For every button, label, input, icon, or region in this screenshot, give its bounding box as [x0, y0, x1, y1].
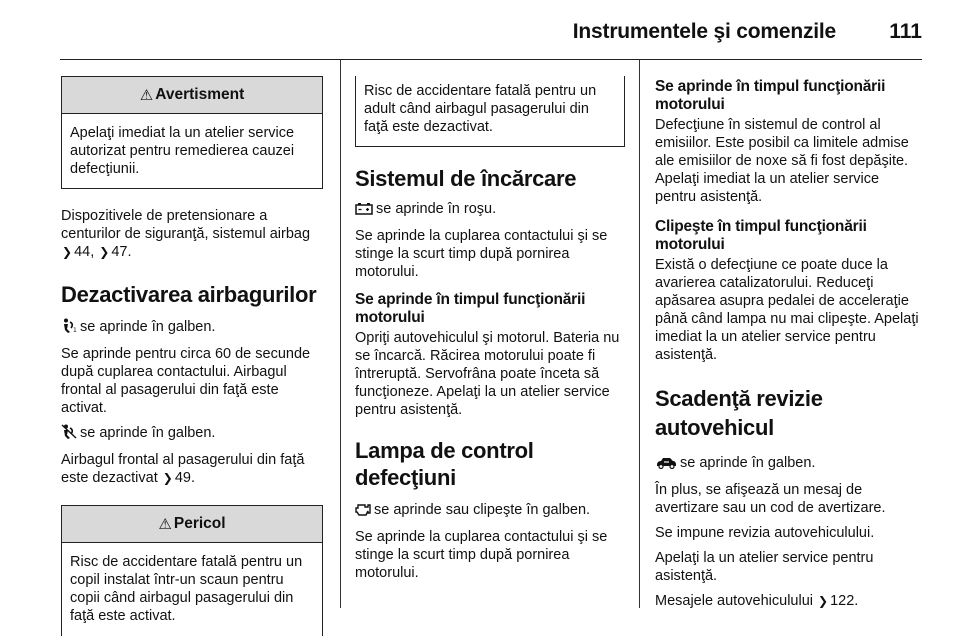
danger-box-continued-text: Risc de accidentare fatală pentru un adult când airbagul pasagerului din faţă este dezactivat.	[364, 83, 597, 135]
lit-while-running-text: Defecţiune în sistemul de control al emisiilor. Este posibil ca limitele admise ale emisiilor de noxe să fi fost depăşite. Apelaţi imediat la un atelier service pentru asistenţă.	[655, 117, 909, 205]
danger-box	[61, 505, 323, 636]
malfunction-text: Se aprinde la cuplarea contactului şi se stinge la scurt timp după pornirea motorului.	[355, 529, 608, 581]
service-text-2: Se impune revizia autovehiculului.	[655, 525, 875, 541]
chapter-title: Instrumentele şi comenzile	[572, 20, 836, 43]
service-line	[655, 454, 923, 474]
warning-box	[61, 76, 323, 189]
service-text-3: Apelaţi la un atelier service pentru asistenţă.	[655, 550, 874, 584]
flashes-while-running-text: Există o defecţiune ce poate duce la avarierea catalizatorului. Reduceţi apăsarea asupra pedalei de acceleraţie până când lampa nu mai clipeşte. Apelaţi imediat la un atelier service pentru asistenţă.	[655, 257, 919, 363]
page-ref-49[interactable]: 49.	[174, 470, 195, 486]
column-2	[355, 60, 625, 589]
page-ref-47[interactable]: 47.	[111, 244, 132, 260]
page-ref-122[interactable]: 122.	[830, 593, 859, 609]
danger-box-text: Risc de accidentare fatală pentru un copil instalat într-un scaun pentru copii când airbagul pasagerului din faţă este activat.	[70, 554, 303, 624]
malfunction-line	[355, 501, 625, 521]
svg-text:1: 1	[73, 327, 77, 333]
airbag-on-text: Se aprinde pentru circa 60 de secunde după cuplarea contactului. Airbagul frontal al pasagerului din faţă este activat.	[61, 346, 311, 416]
charging-running-heading: Se aprinde în timpul funcţionării motorului	[355, 291, 586, 326]
page-header	[0, 0, 960, 62]
pretension-paragraph	[61, 207, 323, 261]
service-line-text: se aprinde în galben.	[680, 455, 816, 471]
lit-while-running-heading: Se aprinde în timpul funcţionării motorului	[655, 78, 886, 113]
page-ref-arrow-icon: ❯	[62, 245, 73, 259]
danger-box-continued-body	[356, 76, 624, 146]
warning-box-body	[62, 114, 322, 188]
danger-box-header	[62, 506, 322, 543]
warning-triangle-icon: ⚠	[139, 87, 154, 104]
wrench-car-icon	[655, 456, 677, 474]
engine-icon	[355, 503, 371, 521]
page-ref-arrow-icon: ❯	[162, 471, 173, 485]
charging-line	[355, 200, 625, 220]
airbag-on-line-text: se aprinde în galben.	[80, 319, 216, 335]
page-ref-arrow-icon: ❯	[99, 245, 110, 259]
column-3	[655, 60, 923, 617]
airbag-on-line	[61, 318, 323, 338]
flashes-while-running-heading: Clipeşte în timpul funcţionării motorului	[655, 218, 867, 253]
page-ref-44[interactable]: 44,	[74, 244, 95, 260]
charging-running-text: Opriţi autovehiculul şi motorul. Bateria nu se încarcă. Răcirea motorului poate fi întreruptă. Servofrâna poate înceta să funcţioneze. Apelaţi la un atelier service pentru asistenţă.	[355, 330, 620, 418]
danger-box-body	[62, 543, 322, 635]
danger-box-continued	[355, 76, 625, 147]
pretension-text: Dispozitivele de pretensionare a centurilor de siguranţă, sistemul airbag	[61, 208, 311, 242]
danger-box-title: Pericol	[173, 515, 226, 532]
malfunction-lamp-heading: Lampa de control defecţiuni	[355, 438, 534, 490]
page-ref-arrow-icon: ❯	[818, 594, 829, 608]
airbag-off-text: Airbagul frontal al pasagerului din faţă este dezactivat	[61, 452, 305, 486]
danger-triangle-icon: ⚠	[158, 516, 172, 533]
service-text-1: În plus, se afişează un mesaj de avertizare sau un cod de avertizare.	[655, 482, 886, 516]
warning-box-title: Avertisment	[155, 86, 245, 103]
airbag-off-line	[61, 424, 323, 444]
airbag-off-paragraph	[61, 451, 323, 487]
airbag-off-icon	[61, 424, 77, 444]
malfunction-line-text: se aprinde sau clipeşte în galben.	[374, 502, 591, 518]
airbag-on-icon	[61, 318, 77, 338]
charging-text: Se aprinde la cuplarea contactului şi se stinge la scurt timp după pornirea motorului.	[355, 228, 608, 280]
service-text-4	[655, 592, 923, 610]
battery-icon	[355, 202, 373, 220]
charging-line-text: se aprinde în roşu.	[376, 201, 497, 217]
service-due-heading: Scadenţă revizie autovehicul	[655, 386, 823, 440]
airbag-deactivation-heading: Dezactivarea airbagurilor	[61, 282, 317, 307]
charging-system-heading: Sistemul de încărcare	[355, 166, 577, 191]
column-divider-1	[340, 60, 341, 608]
warning-box-header	[62, 77, 322, 114]
page-number: 111	[889, 20, 922, 43]
column-1	[61, 60, 323, 636]
airbag-off-line-text: se aprinde în galben.	[80, 425, 216, 441]
column-divider-2	[639, 60, 640, 608]
warning-box-text: Apelaţi imediat la un atelier service autorizat pentru remedierea cauzei defecţiunii.	[70, 125, 295, 177]
vehicle-messages-text: Mesajele autovehiculului	[655, 593, 813, 609]
